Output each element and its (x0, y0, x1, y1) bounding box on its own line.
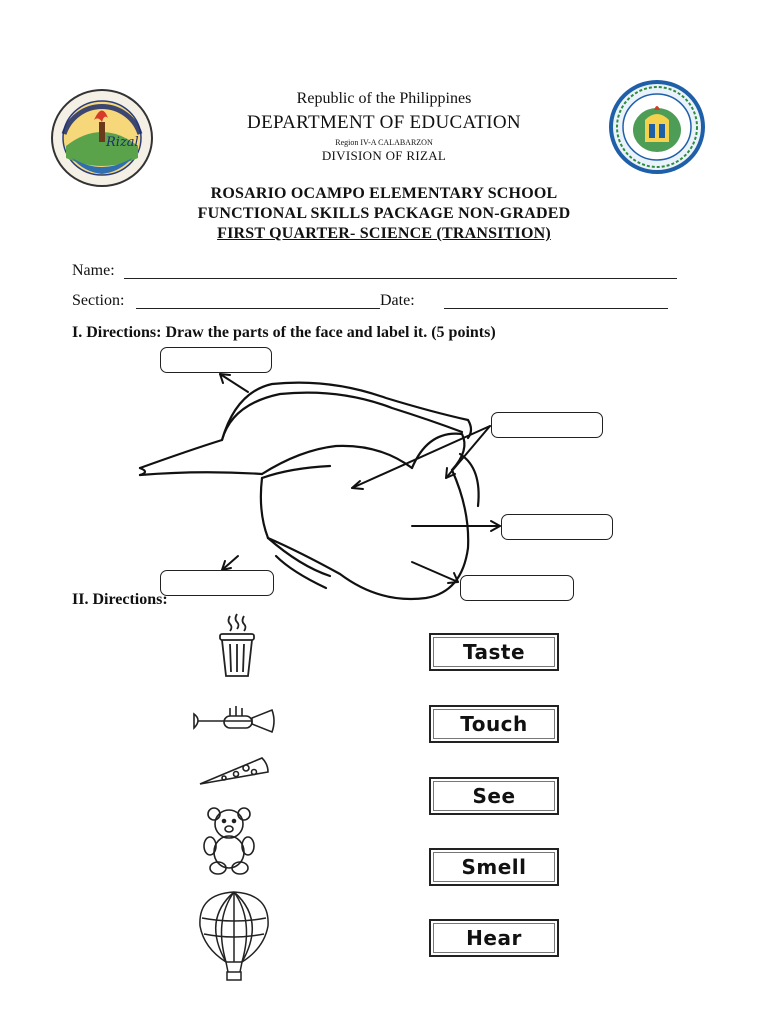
part2-directions: II. Directions: (72, 591, 168, 608)
label-box-mouth[interactable] (460, 575, 574, 601)
sense-box-smell[interactable]: Smell (429, 848, 559, 886)
trash-can-icon[interactable] (212, 612, 262, 680)
label-box-nose[interactable] (501, 514, 613, 540)
date-label: Date: (380, 292, 415, 309)
section-label: Section: (72, 292, 125, 309)
quarter-title: FIRST QUARTER- SCIENCE (TRANSITION) (217, 225, 551, 242)
label-box-ear[interactable] (160, 570, 274, 596)
sense-box-hear[interactable]: Hear (429, 919, 559, 957)
sense-box-touch[interactable]: Touch (429, 705, 559, 743)
division-heading: DIVISION OF RIZAL (321, 148, 447, 163)
label-box-eye[interactable] (491, 412, 603, 438)
department-heading: DEPARTMENT OF EDUCATION (247, 112, 521, 133)
name-label: Name: (72, 262, 115, 279)
republic-heading: Republic of the Philippines (296, 90, 472, 107)
label-box-hair[interactable] (160, 347, 272, 373)
pizza-slice-icon[interactable] (196, 754, 272, 788)
svg-text:Rizal: Rizal (106, 135, 139, 150)
hot-air-balloon-icon[interactable] (196, 890, 272, 982)
teddy-bear-icon[interactable] (200, 804, 258, 876)
sense-box-taste[interactable]: Taste (429, 633, 559, 671)
trumpet-icon[interactable] (192, 700, 278, 742)
sense-box-see[interactable]: See (429, 777, 559, 815)
part1-directions: I. Directions: Draw the parts of the face and label it. (5 points) (72, 324, 496, 341)
region-heading: Region IV-A CALABARZON (335, 138, 433, 147)
package-title: FUNCTIONAL SKILLS PACKAGE NON-GRADED (197, 205, 571, 222)
school-name: ROSARIO OCAMPO ELEMENTARY SCHOOL (210, 185, 558, 202)
